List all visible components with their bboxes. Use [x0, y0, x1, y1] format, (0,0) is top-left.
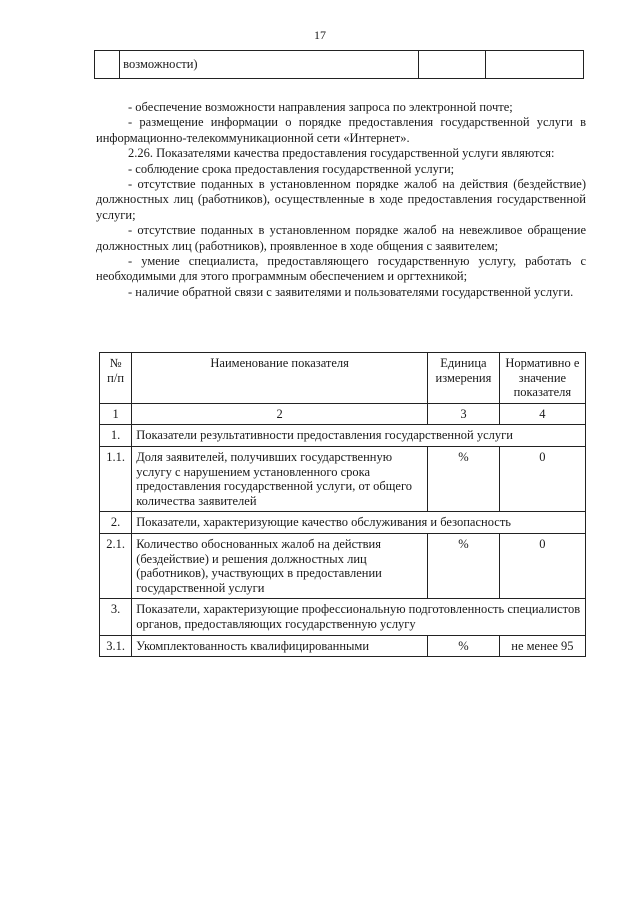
header-row [100, 353, 586, 404]
row-num: 3.1. [100, 635, 132, 657]
paragraph: 2.26. Показателями качества предоставления государственной услуги являются: [128, 146, 555, 161]
row-name: Количество обоснованных жалоб на действия (бездействие) и решения должностных лиц (работников), участвующих в предоставлении государственной услуги [132, 533, 428, 598]
paragraph: - умение специалиста, предоставляющего государственную услугу, работать с необходимыми для этого программным обеспечением и оргтехникой; [96, 254, 586, 284]
row-unit: % [428, 446, 500, 511]
header-unit: Единица измерения [428, 353, 500, 404]
section-row [100, 512, 586, 534]
row-num: 2.1. [100, 533, 132, 598]
paragraph: - отсутствие поданных в установленном порядке жалоб на действия (бездействие) должностных лиц (работников), осуществленные в ходе предоставления государственной услуги; [96, 177, 586, 222]
index-cell: 1 [100, 403, 132, 425]
continuation-cell: возможности) [120, 51, 419, 79]
table-cell [95, 51, 120, 79]
table-row [100, 635, 586, 657]
page-number: 17 [314, 28, 326, 42]
row-name: Укомплектованность квалифицированными [132, 635, 428, 657]
row-num: 1.1. [100, 446, 132, 511]
table-cell [418, 51, 485, 79]
table-row [100, 446, 586, 511]
indicators-table [99, 352, 586, 657]
section-num: 2. [100, 512, 132, 534]
paragraph: - обеспечение возможности направления запроса по электронной почте; [128, 100, 513, 114]
index-cell: 3 [428, 403, 500, 425]
index-cell: 2 [132, 403, 428, 425]
paragraph: - отсутствие поданных в установленном порядке жалоб на невежливое обращение должностных лиц (работников), проявленное в ходе общения с заявителем; [96, 223, 586, 253]
header-norm: Нормативно е значение показателя [499, 353, 585, 404]
section-num: 1. [100, 425, 132, 447]
section-num: 3. [100, 599, 132, 635]
row-norm: 0 [499, 446, 585, 511]
index-row [100, 403, 586, 425]
header-name: Наименование показателя [132, 353, 428, 404]
row-norm: не менее 95 [499, 635, 585, 657]
paragraph: - размещение информации о порядке предоставления государственной услуги в информационно-телекоммуникационной сети «Интернет». [96, 115, 586, 145]
body-text [96, 100, 586, 300]
paragraph: - соблюдение срока предоставления государственной услуги; [128, 161, 455, 176]
row-unit: % [428, 533, 500, 598]
section-row [100, 599, 586, 635]
row-unit: % [428, 635, 500, 657]
row-name: Доля заявителей, получивших государственную услугу с нарушением установленного срока предоставления государственной услуги, от общего количества заявителей [132, 446, 428, 511]
section-title: Показатели, характеризующие качество обслуживания и безопасность [132, 512, 586, 534]
row-norm: 0 [499, 533, 585, 598]
table-row [100, 533, 586, 598]
section-title: Показатели, характеризующие профессиональную подготовленность специалистов органов, предоставляющих государственную услугу [132, 599, 586, 635]
table-row [95, 51, 584, 79]
header-num: № п/п [100, 353, 132, 404]
continuation-table [94, 50, 584, 79]
index-cell: 4 [499, 403, 585, 425]
paragraph: - наличие обратной связи с заявителями и пользователями государственной услуги. [128, 284, 574, 299]
section-title: Показатели результативности предоставления государственной услуги [132, 425, 586, 447]
table-cell [486, 51, 584, 79]
section-row [100, 425, 586, 447]
